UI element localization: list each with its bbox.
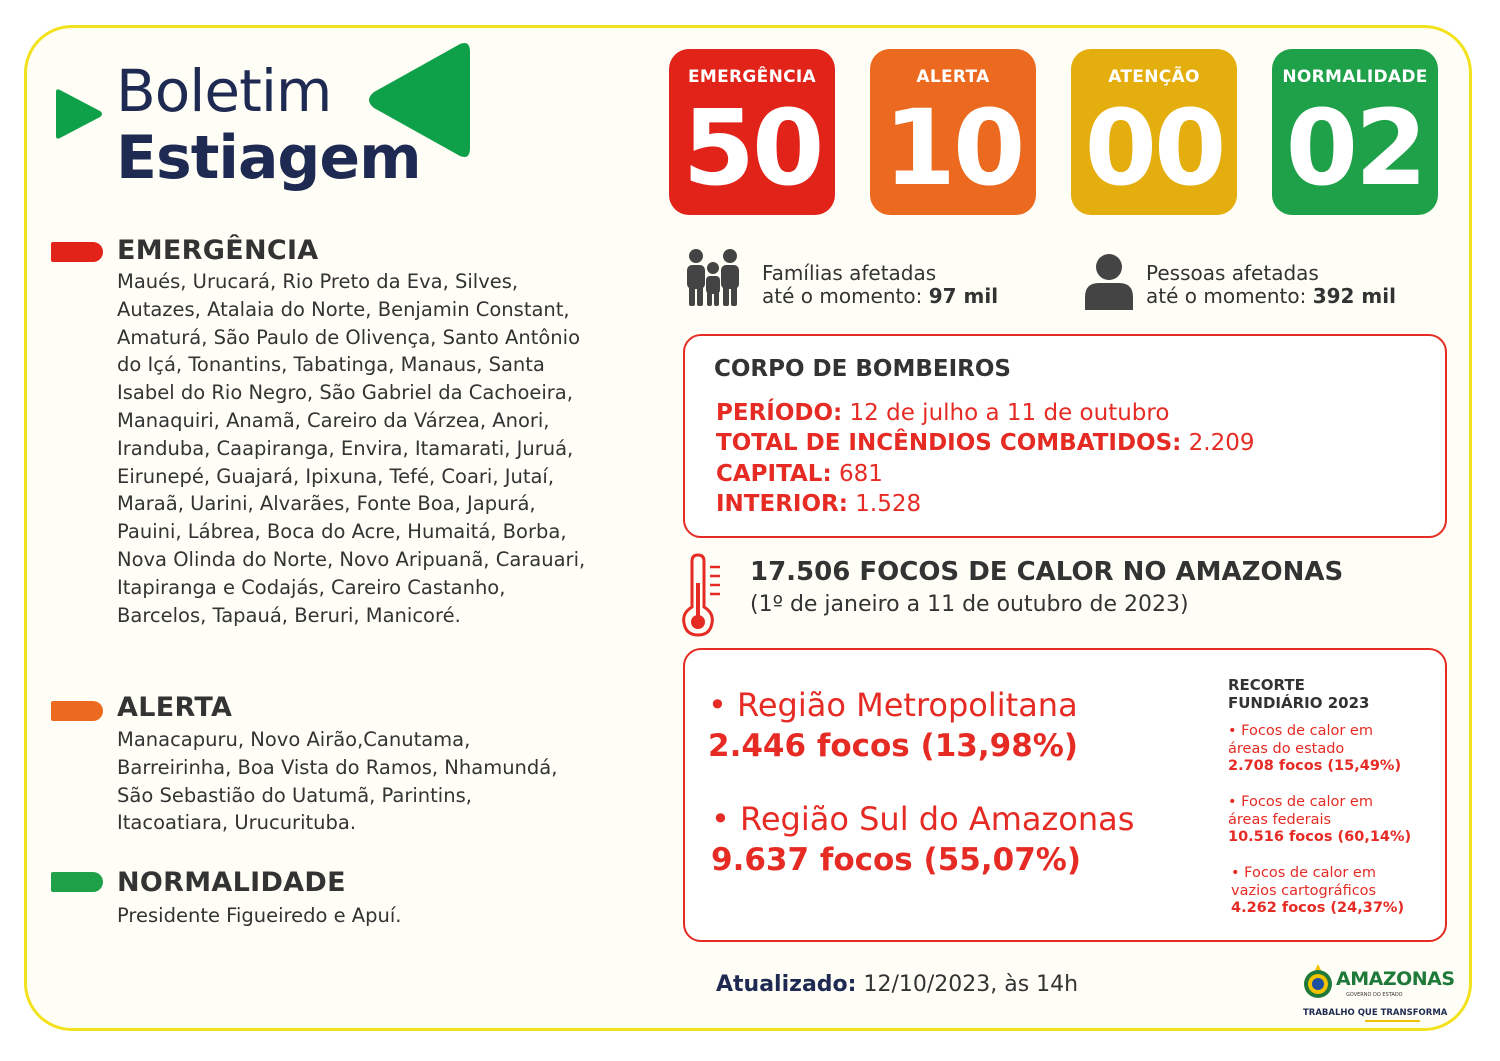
amazonas-coat-of-arms-icon xyxy=(1301,962,1335,1004)
emergencia-municipalities: Maués, Urucará, Rio Preto da Eva, Silves, Autazes, Atalaia do Norte, Benjamin Constant, Amaturá, São Paulo de Olivença, Santo Antônio do Içá, Tonantins, Tabatinga, Manaus, Santa Isabel do Rio Negro, São Gabriel da Cachoeira, Manaquiri, Anamã, Careiro da Várzea, Anori, Iranduba, Caapiranga, Envira, Itamarati, Juruá, Eirunepé, Guajará, Ipixuna, Tefé, Coari, Jutaí, Maraã, Uarini, Alvarães, Fonte Boa, Japurá, Pauini, Lábrea, Boca do Acre, Humaitá, Borba, Nova Olinda do Norte, Novo Aripuanã, Carauari, Itapiranga e Codajás, Careiro Castanho, Barcelos, Tapauá, Beruri, Manicoré. xyxy=(117,270,586,627)
region-sul-value: 9.637 focos (55,07%) xyxy=(711,842,1082,878)
updated-timestamp: Atualizado: 12/10/2023, às 14h xyxy=(716,972,1079,997)
title-line-1: Boletim xyxy=(116,57,332,125)
families-line1: Famílias afetadas xyxy=(762,261,937,285)
logo-underline xyxy=(1365,1020,1420,1022)
families-value: 97 mil xyxy=(928,284,999,308)
alerta-flag-icon xyxy=(51,701,103,721)
bombeiros-row-interior: INTERIOR: 1.528 xyxy=(716,491,922,517)
recorte-value: 10.516 focos (60,14%) xyxy=(1228,829,1412,845)
alerta-municipalities: Manacapuru, Novo Airão,Canutama, Barreirinha, Boa Vista do Ramos, Nhamundá, São Sebastião do Uatumã, Parintins, Itacoatiara, Urucurituba. xyxy=(117,728,558,835)
level-value: 10 xyxy=(883,87,1023,209)
normalidade-municipalities: Presidente Figueiredo e Apuí. xyxy=(117,904,402,927)
region-metropolitana-name: • Região Metropolitana xyxy=(708,686,1078,724)
region-sul-name: • Região Sul do Amazonas xyxy=(711,800,1135,838)
level-label: NORMALIDADE xyxy=(1282,67,1428,87)
play-triangle-small-icon xyxy=(50,86,106,142)
bombeiros-title: CORPO DE BOMBEIROS xyxy=(714,356,1011,382)
title-line-2: Estiagem xyxy=(116,123,421,193)
families-affected xyxy=(762,262,998,308)
thermometer-icon xyxy=(680,553,730,637)
people-line2: até o momento: 392 mil xyxy=(1146,284,1396,308)
people-affected xyxy=(1146,262,1396,308)
normalidade-title: NORMALIDADE xyxy=(117,867,346,898)
recorte-item-federais: • Focos de calor em áreas federais 10.516 focos (60,14%) xyxy=(1228,794,1412,845)
logo-subtitle: GOVERNO DO ESTADO xyxy=(1346,992,1403,998)
emergencia-flag-icon xyxy=(51,242,103,262)
recorte-item-estado: • Focos de calor em áreas do estado 2.708 focos (15,49%) xyxy=(1228,723,1402,774)
level-label: EMERGÊNCIA xyxy=(688,67,816,87)
level-value: 02 xyxy=(1285,87,1425,209)
level-card-emergencia xyxy=(669,49,835,215)
level-card-atencao xyxy=(1071,49,1237,215)
family-icon xyxy=(684,248,742,308)
focos-title: 17.506 FOCOS DE CALOR NO AMAZONAS xyxy=(750,557,1344,587)
recorte-item-vazios: • Focos de calor em vazios cartográficos 4.262 focos (24,37%) xyxy=(1231,865,1405,916)
region-metropolitana-value: 2.446 focos (13,98%) xyxy=(708,728,1079,764)
level-label: ALERTA xyxy=(916,67,990,87)
level-card-alerta xyxy=(870,49,1036,215)
level-card-normalidade xyxy=(1272,49,1438,215)
recorte-value: 2.708 focos (15,49%) xyxy=(1228,758,1402,774)
logo-name: AMAZONAS xyxy=(1336,968,1455,990)
alerta-title: ALERTA xyxy=(117,692,233,723)
people-value: 392 mil xyxy=(1312,284,1396,308)
recorte-title: RECORTE FUNDIÁRIO 2023 xyxy=(1228,676,1370,712)
focos-subtitle: (1º de janeiro a 11 de outubro de 2023) xyxy=(750,592,1189,617)
bombeiros-row-periodo: PERÍODO: 12 de julho a 11 de outubro xyxy=(716,400,1170,426)
level-value: 00 xyxy=(1084,87,1224,209)
families-line2: até o momento: 97 mil xyxy=(762,284,999,308)
bombeiros-row-total: TOTAL DE INCÊNDIOS COMBATIDOS: 2.209 xyxy=(716,430,1255,456)
logo-tagline: TRABALHO QUE TRANSFORMA xyxy=(1303,1008,1448,1018)
level-label: ATENÇÃO xyxy=(1108,67,1200,87)
level-value: 50 xyxy=(682,87,822,209)
people-line1: Pessoas afetadas xyxy=(1146,261,1319,285)
emergencia-title: EMERGÊNCIA xyxy=(117,235,319,266)
recorte-value: 4.262 focos (24,37%) xyxy=(1231,900,1405,916)
bombeiros-row-capital: CAPITAL: 681 xyxy=(716,461,883,487)
person-icon xyxy=(1083,253,1135,310)
normalidade-flag-icon xyxy=(51,872,103,892)
